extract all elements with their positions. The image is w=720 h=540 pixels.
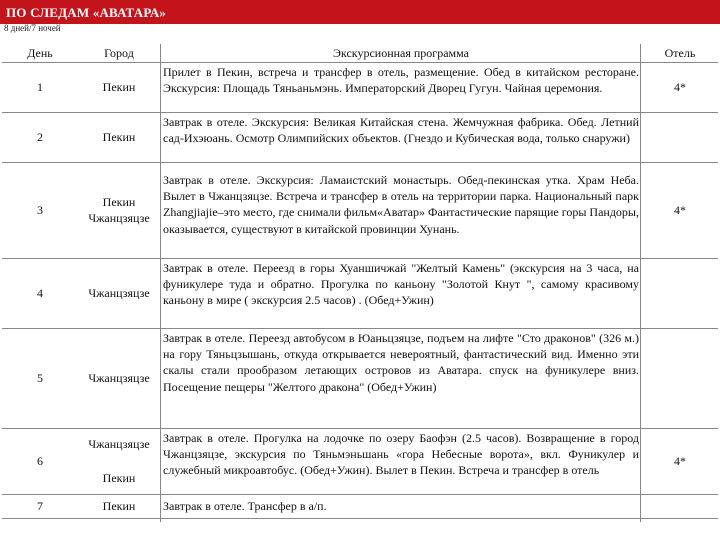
table-row bbox=[2, 328, 718, 428]
table-row bbox=[2, 428, 718, 494]
hotel-cell bbox=[642, 112, 718, 162]
day-cell: 5 bbox=[2, 328, 78, 428]
day-cell: 4 bbox=[2, 258, 78, 328]
program-cell: Завтрак в отеле. Переезд автобусом в Юаньцзяцзе, подъем на лифте "Сто драконов" (326 м.) на гору Тяньцзышань, откуда открывается невероятный, фантастический вид. Именно эти скалы стали прообразом летающих островов из Аватара. спуск на фуникулере вниз. Посещение пещеры "Желтого дракона" (Обед+Ужин) bbox=[160, 328, 642, 428]
day-cell: 3 bbox=[2, 162, 78, 258]
table-row bbox=[2, 258, 718, 328]
day-cell: 1 bbox=[2, 62, 78, 112]
city-cell bbox=[78, 428, 160, 494]
program-cell: Прилет в Пекин, встреча и трансфер в отель, размещение. Обед в китайском ресторане. Экскурсия: Площадь Тяньаньмэнь. Императорский Дворец Гугун. Чайная церемония. bbox=[160, 62, 642, 112]
table-row bbox=[2, 62, 718, 112]
hotel-cell: 4* bbox=[642, 162, 718, 258]
column-header-day: День bbox=[2, 44, 78, 62]
document-title: ПО СЛЕДАМ «АВАТАРА» bbox=[0, 0, 720, 24]
city-name-secondary: Чжанцзяцзе bbox=[88, 211, 150, 225]
city-name-secondary: Пекин bbox=[102, 471, 136, 485]
hotel-cell: 4* bbox=[642, 428, 718, 494]
city-cell: Пекин bbox=[78, 494, 160, 518]
hotel-cell bbox=[642, 258, 718, 328]
city-cell: Чжанцзяцзе bbox=[78, 328, 160, 428]
city-cell bbox=[78, 162, 160, 258]
program-cell: Завтрак в отеле. Трансфер в а/п. bbox=[160, 494, 642, 518]
city-cell: Пекин bbox=[78, 62, 160, 112]
city-name: Чжанцзяцзе bbox=[88, 436, 150, 451]
city-name: Пекин bbox=[102, 194, 136, 209]
table-row bbox=[2, 494, 718, 518]
column-divider-right bbox=[640, 44, 641, 522]
column-header-hotel: Отель bbox=[642, 44, 718, 62]
city-cell: Чжанцзяцзе bbox=[78, 258, 160, 328]
program-cell: Завтрак в отеле. Экскурсия: Великая Китайская стена. Жемчужная фабрика. Обед. Летний сад-Ихэюань. Осмотр Олимпийских объектов. (Гнездо и Кубическая вода, только снаружи) bbox=[160, 112, 642, 162]
program-cell: Завтрак в отеле. Экскурсия: Ламаистский монастырь. Обед-пекинская утка. Храм Неба. Вылет в Чжанцзяцзе. Встреча и трансфер в отель на территории парка. Национальный парк Zhangjiajie–это место, где снимали фильм«Аватар» Фантастические парящие горы Пандоры, оказывается, существуют в китайской провинции Хунань. bbox=[160, 162, 642, 258]
program-cell: Завтрак в отеле. Прогулка на лодочке по озеру Баофэн (2.5 часов). Возвращение в город Чжанцзяцзе, экскурсия по Тяньмэньшань «гора Небесные ворота», вкл. Фуникулер и служебный микроавтобус. (Обед+Ужин). Вылет в Пекин. Встреча и трансфер в отель bbox=[160, 428, 642, 494]
column-header-city: Город bbox=[78, 44, 160, 62]
itinerary-table bbox=[2, 44, 718, 519]
document-subtitle: 8 дней/7 ночей bbox=[4, 23, 61, 33]
hotel-cell bbox=[642, 328, 718, 428]
day-cell: 6 bbox=[2, 428, 78, 494]
program-cell: Завтрак в отеле. Переезд в горы Хуаншичжай "Желтый Камень" (экскурсия на 3 часа, на фуникулере туда и обратно. Прогулка по каньону "Золотой Кнут ", самому красивому каньону в мире ( экскурсия 2.5 часов) . (Обед+Ужин) bbox=[160, 258, 642, 328]
city-cell: Пекин bbox=[78, 112, 160, 162]
hotel-cell bbox=[642, 494, 718, 518]
table-row bbox=[2, 162, 718, 258]
day-cell: 7 bbox=[2, 494, 78, 518]
hotel-cell: 4* bbox=[642, 62, 718, 112]
table-row bbox=[2, 112, 718, 162]
day-cell: 2 bbox=[2, 112, 78, 162]
column-divider-left bbox=[160, 44, 161, 522]
table-header-row bbox=[2, 44, 718, 62]
column-header-program: Экскурсионная программа bbox=[160, 44, 642, 62]
